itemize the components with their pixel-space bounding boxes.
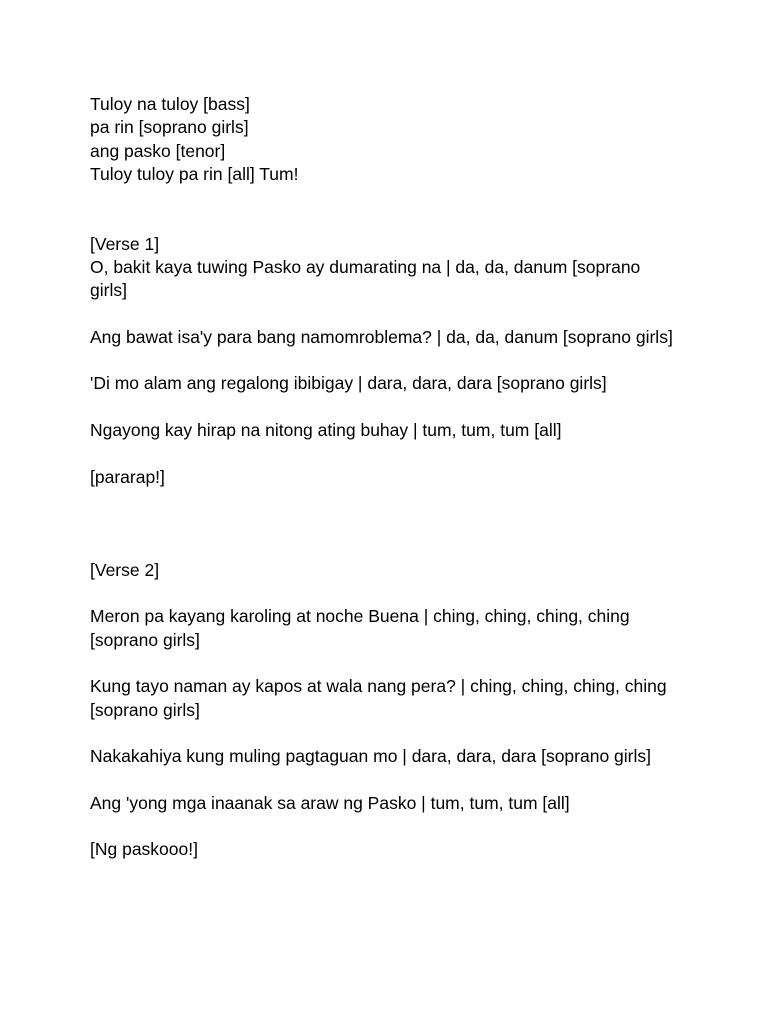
spacer xyxy=(90,442,690,465)
verse-2-line: Kung tayo naman ay kapos at wala nang pera? | ching, ching, ching, ching [soprano girls] xyxy=(90,676,667,720)
verse-2-section xyxy=(90,559,690,862)
spacer xyxy=(90,349,690,372)
verse-1-ending: [pararap!] xyxy=(90,466,165,487)
intro-line: ang pasko [tenor] xyxy=(90,140,226,161)
intro-line: Tuloy na tuloy [bass] xyxy=(90,94,250,114)
verse-1-line: Ngayong kay hirap na nitong ating buhay | tum, tum, tum [all] xyxy=(90,420,562,441)
spacer xyxy=(90,489,690,559)
spacer xyxy=(90,582,690,605)
intro-section xyxy=(90,93,690,186)
verse-2-line: Nakakahiya kung muling pagtaguan mo | dara, dara, dara [soprano girls] xyxy=(90,746,651,767)
verse-2-ending: [Ng paskooo!] xyxy=(90,839,198,860)
verse-2-line: Ang 'yong mga inaanak sa araw ng Pasko | tum, tum, tum [all] xyxy=(90,792,570,813)
spacer xyxy=(90,186,690,233)
spacer xyxy=(90,652,690,675)
spacer xyxy=(90,396,690,419)
intro-line: Tuloy tuloy pa rin [all] Tum! xyxy=(90,163,299,184)
verse-1-line: O, bakit kaya tuwing Pasko ay dumarating na | da, da, danum [soprano girls] xyxy=(90,256,641,301)
verse-1-line: 'Di mo alam ang regalong ibibigay | dara, dara, dara [soprano girls] xyxy=(90,373,607,394)
spacer xyxy=(90,722,690,745)
verse-2-heading: [Verse 2] xyxy=(90,559,160,580)
verse-2-line: Meron pa kayang karoling at noche Buena | ching, ching, ching, ching [soprano girls] xyxy=(90,606,630,650)
lyrics-document xyxy=(90,93,690,862)
spacer xyxy=(90,303,690,326)
intro-line: pa rin [soprano girls] xyxy=(90,117,249,138)
spacer xyxy=(90,815,690,838)
verse-1-line: Ang bawat isa'y para bang namomroblema? | da, da, danum [soprano girls] xyxy=(90,326,673,347)
verse-1-section xyxy=(90,233,690,489)
verse-1-heading: [Verse 1] xyxy=(90,233,160,254)
spacer xyxy=(90,769,690,792)
